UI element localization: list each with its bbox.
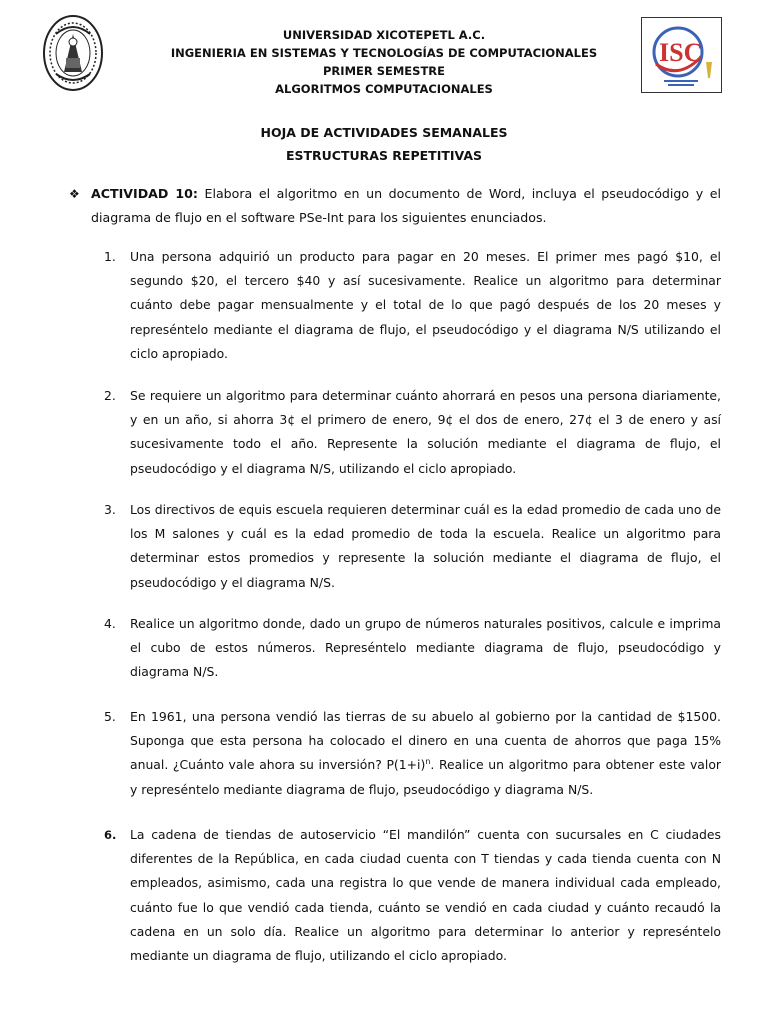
course-name: ALGORITMOS COMPUTACIONALES (275, 82, 493, 96)
item-text: Realice un algoritmo donde, dado un grupo de números naturales positivos, calcule e imprima el cubo de estos números. Represéntelo mediante diagrama de flujo, pseudocódigo y diagrama N/S. (130, 616, 721, 680)
list-item (104, 245, 721, 366)
list-item (104, 612, 721, 685)
item-text: Una persona adquirió un producto para pagar en 20 meses. El primer mes pagó $10, el segundo $20, el tercero $40 y así sucesivamente. Realice un algoritmo para determinar cuánto debe pagar mensualmente y el total de lo que pagó después de los 20 meses y represéntelo mediante el diagrama de flujo, el pseudocódigo y el diagrama N/S utilizando el ciclo apropiado. (130, 249, 721, 361)
program-name: INGENIERIA EN SISTEMAS Y TECNOLOGÍAS DE COMPUTACIONALES (170, 46, 598, 60)
activity-statement (69, 182, 721, 230)
sheet-topic: ESTRUCTURAS REPETITIVAS (285, 148, 483, 163)
list-item (104, 498, 721, 595)
item-number: 6. (104, 828, 117, 842)
item-text: La cadena de tiendas de autoservicio “El mandilón” cuenta con sucursales en C ciudades diferentes de la República, en cada ciudad cuenta con T tiendas y cada tienda cuenta con N empleados, asimismo, cada una registra lo que vende de manera individual cada empleado, cuánto fue lo que vendió cada tienda, cuánto se vendió en cada ciudad y cuánto recaudó la cadena en un solo día. Realice un algoritmo para determinar lo anterior y represéntelo mediante un diagrama de flujo, utilizando el ciclo apropiado. (130, 827, 721, 964)
sheet-titles (0, 121, 768, 167)
activity-text: Elabora el algoritmo en un documento de Word, incluya el pseudocódigo y el diagrama de flujo en el software PSe-Int para los siguientes enunciados. (91, 186, 721, 225)
diamond-bullet-icon: ❖ (69, 187, 80, 201)
exponent: n (425, 757, 431, 767)
semester: PRIMER SEMESTRE (323, 64, 445, 78)
sheet-title: HOJA DE ACTIVIDADES SEMANALES (260, 125, 508, 140)
item-number: 2. (104, 388, 116, 403)
document-header (0, 26, 768, 98)
activity-label: ACTIVIDAD 10: (91, 186, 198, 201)
item-number: 1. (104, 249, 116, 264)
item-text: Los directivos de equis escuela requieren determinar cuál es la edad promedio de cada uno de los M salones y cuál es la edad promedio de toda la escuela. Realice un algoritmo para determinar estos promedios y represente la solución mediante el diagrama de flujo, el pseudocódigo y el diagrama N/S. (130, 502, 721, 590)
university-name: UNIVERSIDAD XICOTEPETL A.C. (282, 28, 486, 42)
item-text: Se requiere un algoritmo para determinar cuánto ahorrará en pesos una persona diariamente, y en un año, si ahorra 3¢ el primero de enero, 9¢ el dos de enero, 27¢ el 3 de enero y así sucesivamente todo el año. Represente la solución mediante el diagrama de flujo, el pseudocódigo y el diagrama N/S, utilizando el ciclo apropiado. (130, 388, 721, 476)
list-item (104, 823, 721, 968)
svg-text:ISC: ISC (659, 38, 703, 67)
item-number: 3. (104, 502, 116, 517)
item-number: 5. (104, 709, 116, 724)
list-item (104, 705, 721, 802)
list-item (104, 384, 721, 481)
item-number: 4. (104, 616, 116, 631)
item-text: En 1961, una persona vendió las tierras de su abuelo al gobierno por la cantidad de $1500. Suponga que esta persona ha colocado el dinero en una cuenta de ahorros que paga 15% anual. ¿Cuánto vale ahora su inversión? $P(1+i)^n$. Realice un algoritmo para obtener este valor y represéntelo mediante diagrama de flujo, pseudocódigo y diagrama N/S. (130, 709, 721, 797)
